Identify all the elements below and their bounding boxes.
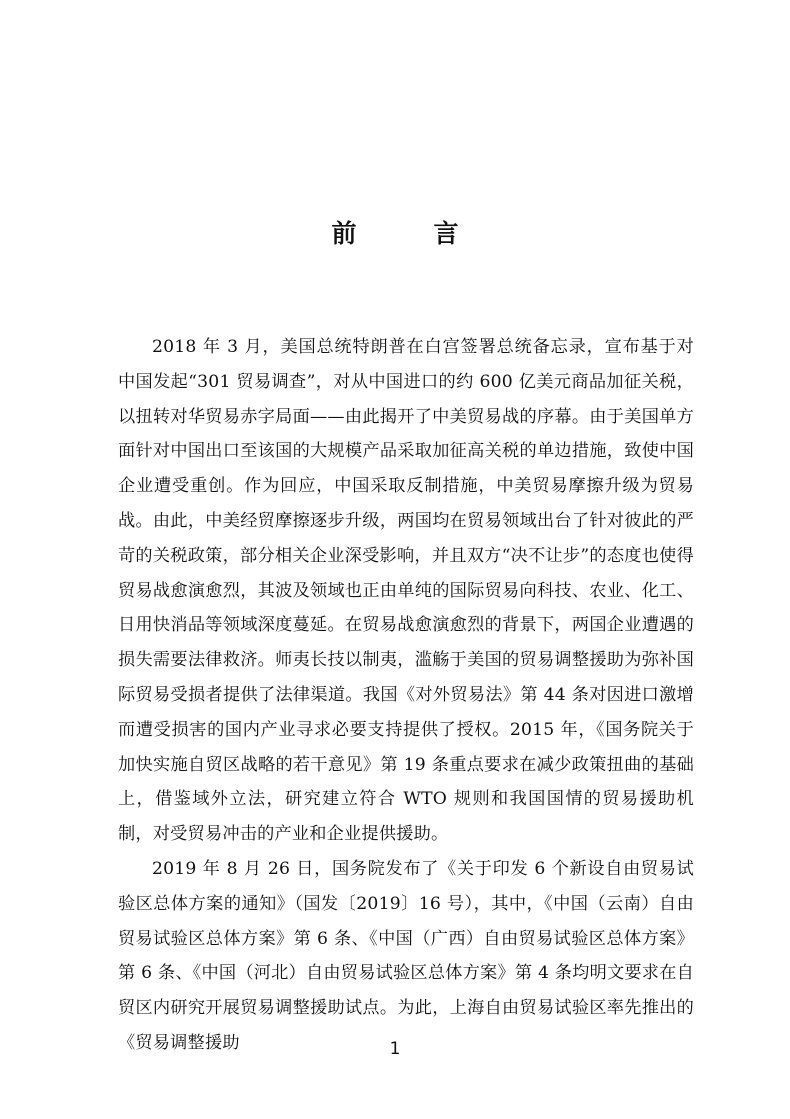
page-title: 前 言 xyxy=(331,219,485,248)
page-number: 1 xyxy=(389,1039,401,1059)
paragraph-1: 2018 年 3 月，美国总统特朗普在白宫签署总统备忘录，宣布基于对中国发起“301 贸易调查”，对从中国进口的约 600 亿美元商品加征关税，以扭转对华贸易赤字局面——由此揭开了中美贸易战的序幕。由于美国单方面针对中国出口至该国的大规模产品采取加征高关税的单边措施，致使中国企业遭受重创。作为回应，中国采取反制措施，中美贸易摩擦升级为贸易战。由此，中美经贸摩擦逐步升级，两国均在贸易领域出台了针对彼此的严苛的关税政策，部分相关企业深受影响，并且双方“决不让步”的态度也使得贸易战愈演愈烈，其波及领域也正由单纯的国际贸易向科技、农业、化工、日用快消品等领域深度蔓延。在贸易战愈演愈烈的背景下，两国企业遭遇的损失需要法律救济。师夷长技以制夷，滥觞于美国的贸易调整援助为弥补国际贸易受损者提供了法律渠道。我国《对外贸易法》第 44 条对因进口激增而遭受损害的国内产业寻求必要支持提供了授权。2015 年，《国务院关于加快实施自贸区战略的若干意见》第 19 条重点要求在减少政策扭曲的基础上，借鉴域外立法，研究建立符合 WTO 规则和我国国情的贸易援助机制，对受贸易冲击的产业和企业提供援助。 xyxy=(118,337,694,845)
paragraph-2: 2019 年 8 月 26 日，国务院发布了《关于印发 6 个新设自由贸易试验区总体方案的通知》（国发〔2019〕16 号），其中，《中国（云南）自由贸易试验区总体方案》第 6 条、《中国（广西）自由贸易试验区总体方案》第 6 条、《中国（河北）自由贸易试验区总体方案》第 4 条均明文要求在自贸区内研究开展贸易调整援助试点。为此，上海自由贸易试验区率先推出的《贸易调整援助 xyxy=(118,858,694,1053)
body-text xyxy=(118,330,694,1061)
